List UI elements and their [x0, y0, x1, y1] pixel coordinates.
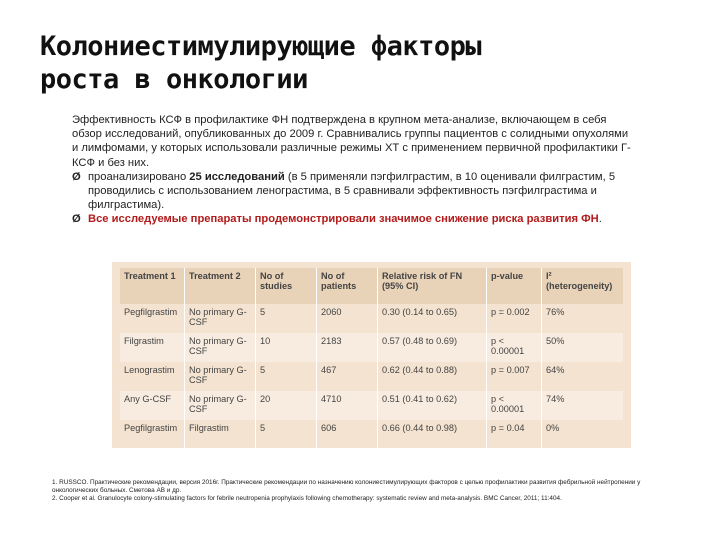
header-no-of-patients: No of patients: [317, 268, 378, 304]
table-cell: 606: [317, 420, 378, 449]
table-cell: Lenograstim: [120, 362, 185, 391]
table-cell: p < 0.00001: [487, 333, 542, 362]
title-line-1: Колониестимулирующие факторы: [40, 31, 482, 62]
table-cell: 0.30 (0.14 to 0.65): [378, 304, 487, 333]
table-cell: 5: [256, 362, 317, 391]
table-cell: No primary G-CSF: [185, 333, 256, 362]
table-cell: Pegfilgrastim: [120, 304, 185, 333]
header-treatment-1: Treatment 1: [120, 268, 185, 304]
slide-title: [40, 30, 680, 96]
footnote-2: 2. Cooper et al. Granulocyte colony-stimulating factors for febrile neutropenia prophylaxis following chemotherapy: systematic review and meta-analysis. BMC Cancer, 2011; 11:404.: [52, 495, 562, 502]
table-row: [120, 420, 623, 449]
table-cell: 50%: [542, 333, 624, 362]
bullet-arrow-icon: Ø: [72, 213, 81, 226]
table-cell: 467: [317, 362, 378, 391]
table-cell: No primary G-CSF: [185, 362, 256, 391]
table-cell: 20: [256, 391, 317, 420]
bullet1-post: (в 5 применяли пэгфилграстим, в 10 оценивали филграстим, 5 проводились с использованием ленограстима, в 5 сравнивали эффективность пэгфилграстима и филграстима).: [88, 170, 616, 212]
results-table: [120, 268, 623, 449]
table-cell: 4710: [317, 391, 378, 420]
table-cell: 0%: [546, 423, 560, 433]
table-cell: 0.57 (0.48 to 0.69): [378, 333, 487, 362]
bullet2-text: Все исследуемые препараты продемонстрировали значимое снижение риска развития ФН: [88, 213, 599, 226]
table-cell: 0.51 (0.41 to 0.62): [378, 391, 487, 420]
table-cell: 10: [256, 333, 317, 362]
table-row: [120, 362, 623, 391]
table-cell: 0.66 (0.44 to 0.98): [378, 420, 487, 449]
table-cell: 0.62 (0.44 to 0.88): [378, 362, 487, 391]
table-cell: 64%: [546, 365, 565, 375]
header-treatment-2: Treatment 2: [185, 268, 256, 304]
bullet1-pre: проанализировано: [88, 170, 190, 183]
footnote-1: 1. RUSSCO. Практические рекомендации, версия 2016г. Практические рекомендации по назначению колониестимулирующих факторов с целью профилактики развития фебрильной нейтропении у онкологических больных. Сметова АВ и др.: [52, 479, 641, 494]
table-cell: 5: [256, 420, 317, 449]
table-row: [120, 333, 623, 362]
table-cell: 74%: [542, 391, 624, 420]
table-cell: 2060: [317, 304, 378, 333]
results-table-image: [112, 262, 631, 448]
table-cell: p = 0.04: [487, 420, 542, 449]
bullet-arrow-icon: Ø: [72, 170, 81, 183]
footnotes: [52, 479, 652, 503]
intro-paragraph: Эффективность КСФ в профилактике ФН подтверждена в крупном мета-анализе, включающем в себя обзор исследований, опубликованных до 2009 г. Сравнивались группы пациентов с солидными опухолями и лимфомами, у которых использовали различные режимы ХТ с применением первичной профилактики Г-КСФ и без них.: [72, 114, 631, 169]
table-cell: p < 0.00001: [487, 391, 542, 420]
bullet-item-studies: [72, 170, 632, 213]
header-heterogeneity: I² (heterogeneity): [542, 268, 624, 304]
bullet-item-conclusion: [72, 212, 632, 226]
header-relative-risk: Relative risk of FN (95% CI): [378, 268, 487, 304]
table-cell: p = 0.007: [487, 362, 542, 391]
header-no-of-studies: No of studies: [256, 268, 317, 304]
table-cell: Any G-CSF: [120, 391, 185, 420]
bullet2-dot: .: [598, 213, 602, 226]
table-cell: 5: [256, 304, 317, 333]
bullet1-bold: 25 исследований: [189, 170, 285, 183]
table-cell: Pegfilgrastim: [120, 420, 185, 449]
header-p-value: p-value: [487, 268, 542, 304]
table-cell: Filgrastim: [185, 420, 256, 449]
table-row: [120, 391, 623, 420]
table-cell: No primary G-CSF: [185, 304, 256, 333]
title-line-2: роста в онкологии: [40, 64, 308, 95]
table-cell: No primary G-CSF: [185, 391, 256, 420]
table-row: [120, 304, 623, 333]
table-cell: Filgrastim: [120, 333, 185, 362]
table-header-row: [120, 268, 623, 304]
table-cell: 76%: [546, 307, 565, 317]
body-text: [72, 113, 632, 227]
table-cell: 2183: [317, 333, 378, 362]
table-cell: p = 0.002: [487, 304, 542, 333]
